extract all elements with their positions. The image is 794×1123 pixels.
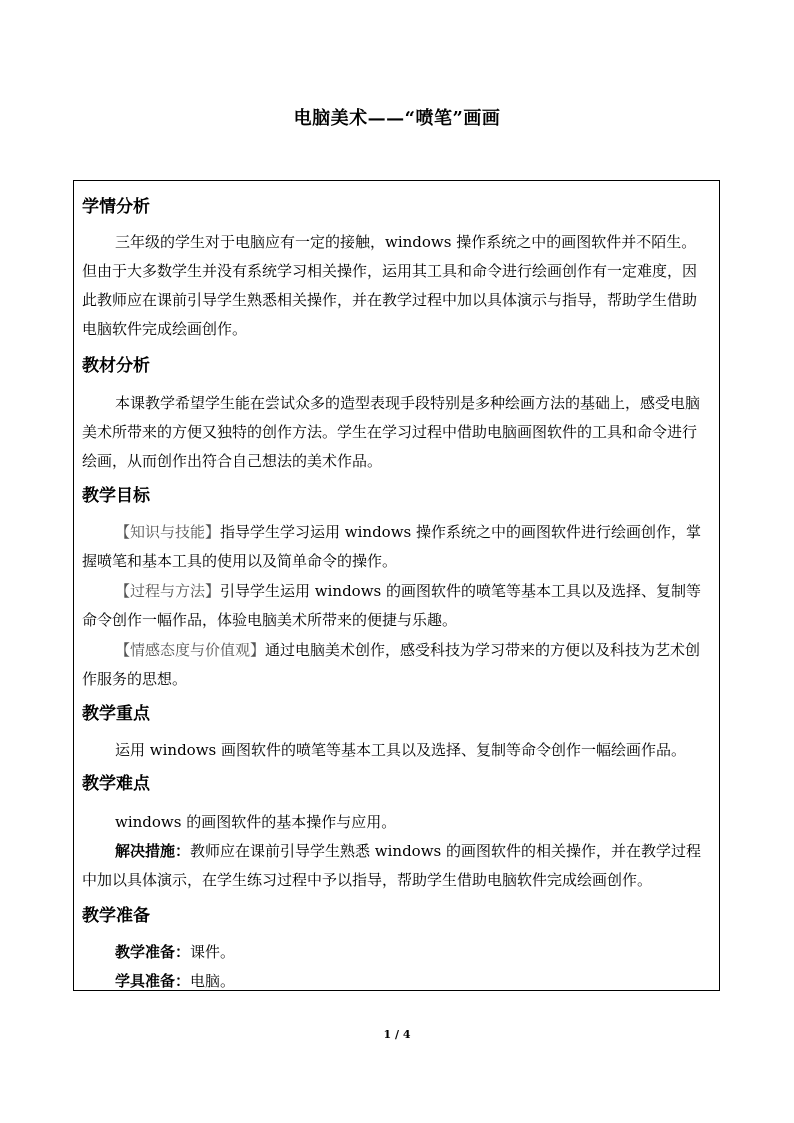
- page-title: 电脑美术——“喷笔”画画: [293, 108, 501, 129]
- heading-teaching-goals: 教学目标: [82, 486, 150, 506]
- student-preparation: [82, 967, 709, 996]
- goal-text: 指导学生学习运用 windows 操作系统之中的画图软件进行绘画创作，掌握喷笔和基本工具的使用以及简单命令的操作。: [82, 523, 702, 570]
- paragraph-solution-measures: [82, 837, 709, 895]
- student-prep-label: 学具准备：: [115, 972, 191, 990]
- paragraph-material-analysis: 本课教学希望学生能在尝试众多的造型表现手段特别是多种绘画方法的基础上，感受电脑美术所带来的方便又独特的创作方法。学生在学习过程中借助电脑画图软件的工具和命令进行绘画，从而创作出符合自己想法的美术作品。: [82, 394, 701, 470]
- paragraph-learner-analysis: 三年级的学生对于电脑应有一定的接触，windows 操作系统之中的画图软件并不陌生。但由于大多数学生并没有系统学习相关操作，运用其工具和命令进行绘画创作有一定难度，因此教师应在课前引导学生熟悉相关操作，并在教学过程中加以具体演示与指导，帮助学生借助电脑软件完成绘画创作。: [82, 233, 698, 338]
- heading-difficult-points: 教学难点: [82, 774, 150, 794]
- goal-text: 通过电脑美术创作，感受科技为学习带来的方便以及科技为艺术创作服务的思想。: [82, 641, 701, 688]
- goal-label: 【情感态度与价值观】: [115, 641, 266, 659]
- goal-label: 【过程与方法】: [115, 582, 221, 600]
- goal-knowledge-skills: [82, 518, 709, 576]
- heading-key-points: 教学重点: [82, 704, 150, 724]
- heading-learner-analysis: 学情分析: [82, 197, 150, 217]
- goal-process-methods: [82, 577, 709, 635]
- heading-preparation: 教学准备: [82, 906, 150, 926]
- heading-material-analysis: 教材分析: [82, 356, 150, 376]
- student-prep-text: 电脑。: [190, 972, 236, 990]
- goal-text: 引导学生运用 windows 的画图软件的喷笔等基本工具以及选择、复制等命令创作一幅作品，体验电脑美术所带来的便捷与乐趣。: [82, 582, 702, 629]
- goal-label: 【知识与技能】: [115, 523, 221, 541]
- lesson-plan-table: [73, 180, 720, 991]
- paragraph-difficult-points: windows 的画图软件的基本操作与应用。: [115, 813, 397, 831]
- measure-text: 教师应在课前引导学生熟悉 windows 的画图软件的相关操作，并在教学过程中加以具体演示，在学生练习过程中予以指导，帮助学生借助电脑软件完成绘画创作。: [82, 842, 702, 889]
- teach-prep-label: 教学准备：: [115, 943, 191, 961]
- goal-emotion-values: [82, 636, 709, 694]
- measure-label: 解决措施：: [115, 842, 191, 860]
- teach-prep-text: 课件。: [190, 943, 236, 961]
- paragraph-key-points: 运用 windows 画图软件的喷笔等基本工具以及选择、复制等命令创作一幅绘画作品。: [115, 741, 687, 759]
- teaching-preparation: [82, 938, 709, 967]
- page-number: 1 / 4: [383, 1028, 411, 1041]
